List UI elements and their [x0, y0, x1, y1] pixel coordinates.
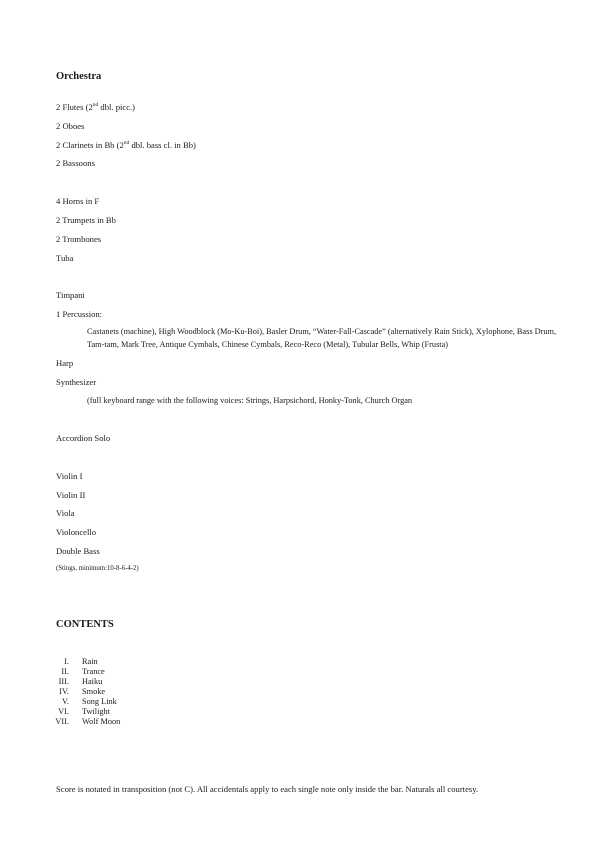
instrument-horns: 4 Horns in F — [56, 196, 100, 206]
instrument-violoncello: Violoncello — [56, 527, 97, 537]
transposition-note: Score is notated in transposition (not C). All accidentals apply to each single note only inside the bar. Naturals all courtesy. — [56, 784, 479, 794]
instrument-double-bass: Double Bass — [56, 546, 100, 556]
instrument-timpani: Timpani — [56, 290, 85, 300]
instrument-violin-2: Violin II — [56, 490, 86, 500]
instrument-trombones: 2 Trombones — [56, 234, 102, 244]
contents-item: VII. Wolf Moon — [55, 717, 121, 726]
contents-item: I. Rain — [64, 657, 98, 666]
percussion-detail: Castanets (machine), High Woodblock (Mo-Ku-Boi), Basler Drum, “Water-Fall-Cascade” (alternatively Rain Stick), Xylophone, Bass Drum, Tam-tam, Mark Tree, Antique Cymbals, Chinese Cymbals, Reco-Reco (Metal), Tubular Bells, Whip (Frusta) — [87, 327, 557, 349]
instrument-trumpets: 2 Trumpets in Bb — [56, 215, 116, 225]
synthesizer-detail: (full keyboard range with the following voices: Strings, Harpsichord, Honky-Tonk, Church Organ — [87, 396, 413, 405]
instrument-violin-1: Violin I — [56, 471, 83, 481]
contents-item: II. Trance — [61, 667, 105, 676]
instrument-percussion: 1 Percussion: — [56, 309, 103, 319]
contents-item: IV. Smoke — [59, 687, 106, 696]
contents-item: VI. Twilight — [58, 707, 110, 716]
instrument-synthesizer: Synthesizer — [56, 377, 97, 387]
contents-heading: CONTENTS — [56, 619, 114, 630]
instrument-clarinets: 2 Clarinets in Bb (2nd dbl. bass cl. in Bb) — [56, 140, 196, 150]
instrument-flutes: 2 Flutes (2nd dbl. picc.) — [56, 102, 136, 112]
instrument-accordion: Accordion Solo — [56, 433, 111, 443]
contents-item: III. Haiku — [58, 677, 103, 686]
instrument-harp: Harp — [56, 358, 74, 368]
orchestra-heading: Orchestra — [56, 71, 102, 82]
instrument-tuba: Tuba — [56, 253, 74, 263]
instrument-bassoons: 2 Bassoons — [56, 158, 95, 168]
contents-item: V. Song Link — [62, 697, 117, 706]
instrument-viola: Viola — [56, 508, 75, 518]
strings-note: (Stings, minimum:10-8-6-4-2) — [56, 565, 139, 572]
instrument-oboes: 2 Oboes — [56, 121, 85, 131]
